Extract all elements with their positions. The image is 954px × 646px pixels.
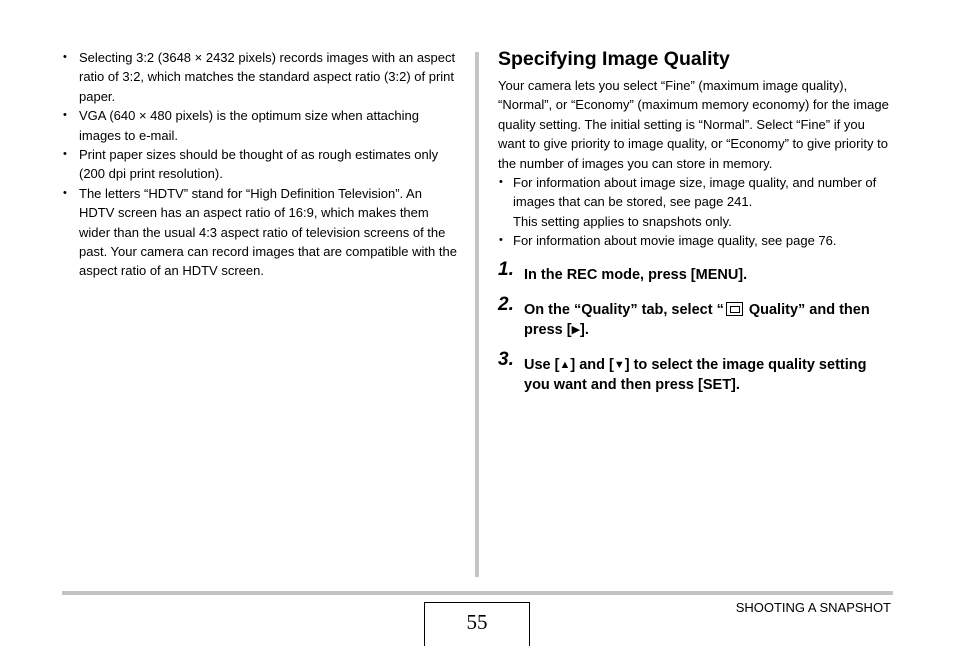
step-text: In the REC mode, press [MENU].: [524, 266, 748, 283]
down-arrow-icon: ▼: [613, 358, 625, 371]
footer-rule: [62, 591, 893, 595]
step-list: [498, 258, 894, 395]
step-number: 3.: [498, 348, 514, 370]
step-text: ] to select the image quality setting you want and then press [SET].: [524, 356, 867, 393]
left-bullet-list: [62, 48, 458, 281]
step-number: 2.: [498, 293, 514, 315]
list-item: • The letters “HDTV” stand for “High Definition Television”. An HDTV screen has an aspect ratio of 16:9, which makes them wider than the usual 4:3 aspect ratio of television screens of the past. Your camera can record images that are compatible with the aspect ratio of an HDTV screen.: [62, 184, 458, 281]
step-3: [498, 348, 894, 395]
step-text: On the “Quality” tab, select “: [524, 301, 724, 318]
list-item: • Selecting 3:2 (3648 × 2432 pixels) records images with an aspect ratio of 3:2, which matches the standard aspect ratio (3:2) of print paper.: [62, 48, 458, 106]
info-bullet-list: [498, 173, 894, 251]
left-column: [62, 48, 458, 281]
list-item: [498, 231, 894, 250]
page-number: 55: [466, 610, 488, 634]
step-text: Use [: [524, 356, 560, 373]
column-divider: [475, 52, 479, 577]
section-heading: Specifying Image Quality: [498, 48, 730, 70]
right-column: [498, 46, 894, 410]
footer-section-label: SHOOTING A SNAPSHOT: [735, 600, 891, 615]
info-text: For information about movie image quality, see page 76.: [513, 233, 837, 249]
right-arrow-icon: ▶: [571, 323, 581, 336]
step-text: ] and [: [570, 356, 614, 373]
step-text: ].: [580, 321, 589, 338]
step-number: 1.: [498, 258, 514, 280]
info-text: For information about image size, image quality, and number of images that can be stored, see page 241.: [513, 175, 877, 210]
up-arrow-icon: ▲: [559, 358, 571, 371]
list-item: • VGA (640 × 480 pixels) is the optimum size when attaching images to e-mail.: [62, 106, 458, 145]
info-note: This setting applies to snapshots only.: [513, 213, 732, 229]
section-intro: Your camera lets you select “Fine” (maximum image quality), “Normal”, or “Economy” (maximum memory economy) for the image quality setting. The initial setting is “Normal”. Select “Fine” if you want to give priority to image quality, or “Economy” to give priority to the number of images you can store in memory.: [498, 78, 889, 171]
step-text: Quality” and then press [: [524, 301, 870, 338]
list-item: [498, 173, 894, 231]
list-item: • Print paper sizes should be thought of as rough estimates only (200 dpi print resolution).: [62, 145, 458, 184]
step-1: [498, 258, 894, 285]
step-2: [498, 293, 894, 340]
page-number-box: [424, 602, 530, 646]
snapshot-quality-icon: [726, 302, 743, 316]
